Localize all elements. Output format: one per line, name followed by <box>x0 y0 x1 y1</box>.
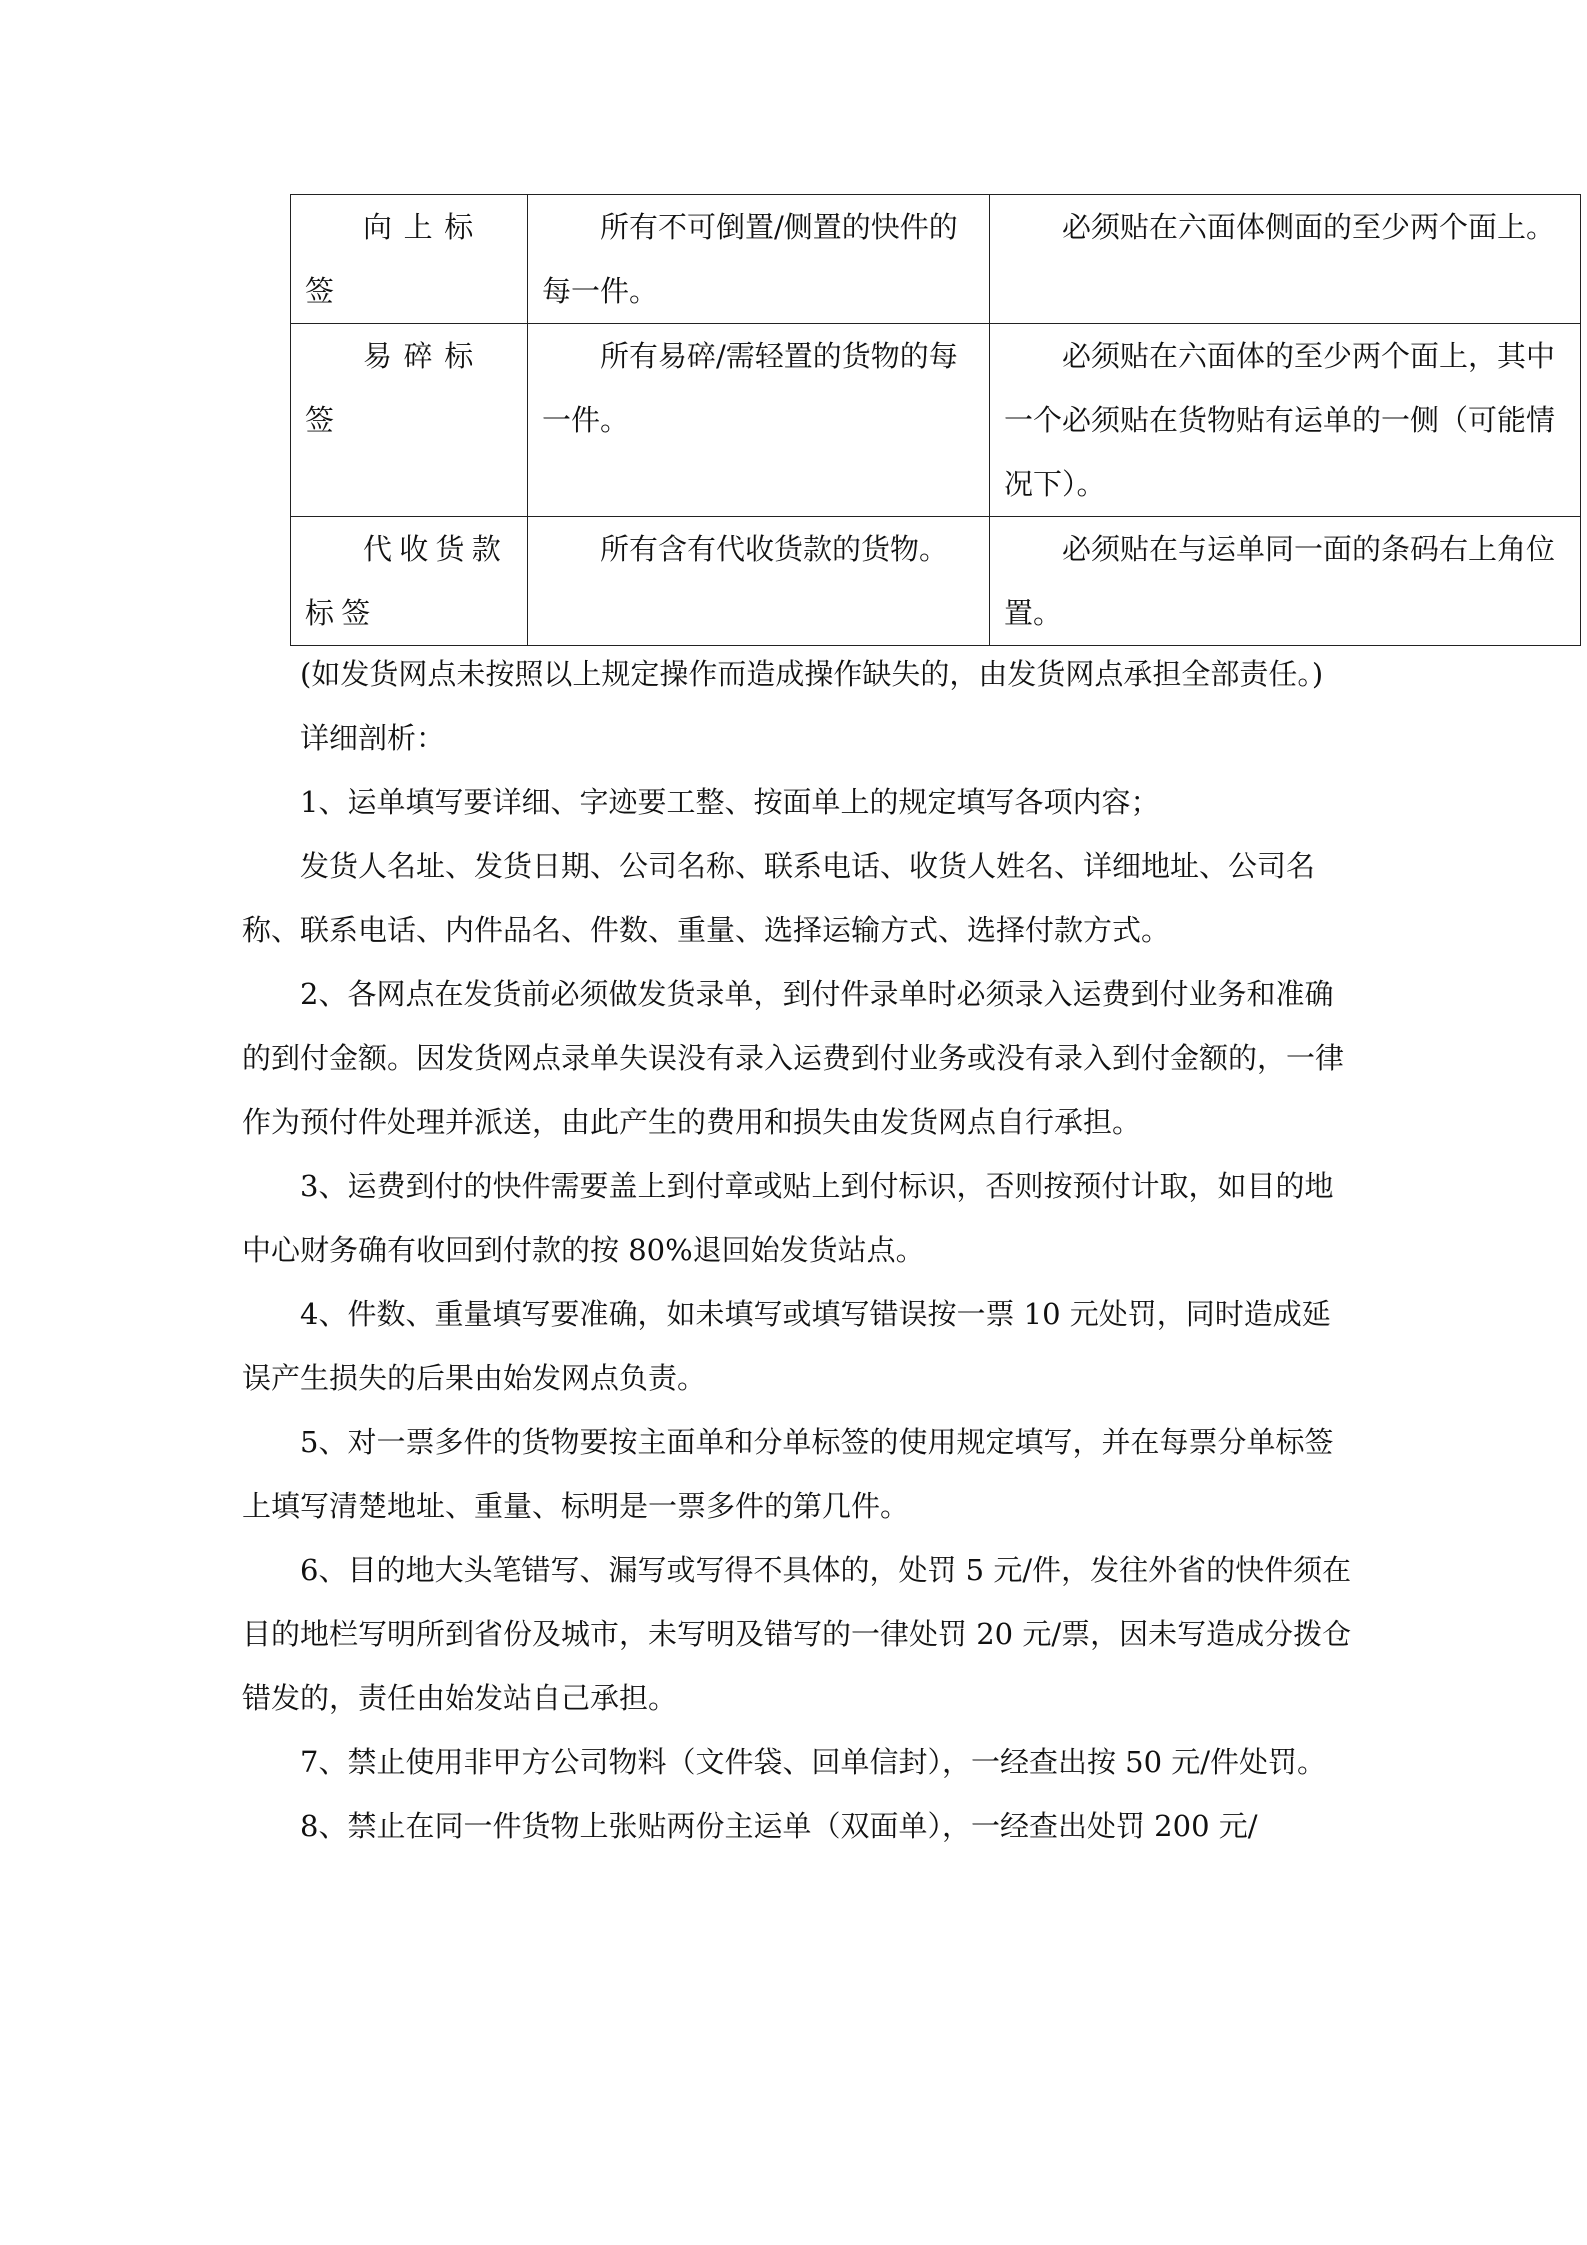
list-item-detail: 发货人名址、发货日期、公司名称、联系电话、收货人姓名、详细地址、公司名称、联系电话、内件品名、件数、重量、选择运输方式、选择付款方式。 <box>242 849 1316 947</box>
label-scope-cell: 所有易碎/需轻置的货物的每一件。 <box>528 324 990 517</box>
list-item: 4、件数、重量填写要准确，如未填写或填写错误按一票 10 元处罚，同时造成延误产生损失的后果由始发网点负责。 <box>242 1297 1331 1395</box>
label-rules-table <box>290 194 1581 646</box>
label-name-cell: 代收货款标签 <box>291 517 528 646</box>
label-name-cell: 易碎标签 <box>291 324 528 517</box>
list-item: 7、禁止使用非甲方公司物料（文件袋、回单信封），一经查出按 50 元/件处罚。 <box>300 1745 1327 1779</box>
list-item: 3、运费到付的快件需要盖上到付章或贴上到付标识，否则按预付计取，如目的地中心财务确有收回到付款的按 80%退回始发货站点。 <box>242 1169 1334 1267</box>
body-text <box>242 642 1352 1858</box>
list-item: 2、各网点在发货前必须做发货录单，到付件录单时必须录入运费到付业务和准确的到付金额。因发货网点录单失误没有录入运费到付业务或没有录入到付金额的，一律作为预付件处理并派送，由此产生的费用和损失由发货网点自行承担。 <box>242 977 1345 1139</box>
list-item: 1、运单填写要详细、字迹要工整、按面单上的规定填写各项内容； <box>300 785 1160 819</box>
label-name-cell: 向上标签 <box>291 195 528 324</box>
list-item: 8、禁止在同一件货物上张贴两份主运单（双面单），一经查出处罚 200 元/ <box>300 1809 1258 1843</box>
table-row <box>291 517 1581 646</box>
table-row <box>291 195 1581 324</box>
section-heading: 详细剖析： <box>300 721 446 755</box>
list-item: 5、对一票多件的货物要按主面单和分单标签的使用规定填写，并在每票分单标签上填写清楚地址、重量、标明是一票多件的第几件。 <box>242 1425 1334 1523</box>
label-rule-cell: 必须贴在六面体侧面的至少两个面上。 <box>990 195 1581 324</box>
label-rule-cell: 必须贴在六面体的至少两个面上，其中一个必须贴在货物贴有运单的一侧（可能情况下）。 <box>990 324 1581 517</box>
label-scope-cell: 所有含有代收货款的货物。 <box>528 517 990 646</box>
label-rule-cell: 必须贴在与运单同一面的条码右上角位置。 <box>990 517 1581 646</box>
table-row <box>291 324 1581 517</box>
note-paragraph: (如发货网点未按照以上规定操作而造成操作缺失的，由发货网点承担全部责任。) <box>300 657 1324 691</box>
label-scope-cell: 所有不可倒置/侧置的快件的每一件。 <box>528 195 990 324</box>
list-item: 6、目的地大头笔错写、漏写或写得不具体的，处罚 5 元/件，发往外省的快件须在目的地栏写明所到省份及城市，未写明及错写的一律处罚 20 元/票，因未写造成分拨仓错发的，责任由始发站自己承担。 <box>242 1553 1352 1715</box>
